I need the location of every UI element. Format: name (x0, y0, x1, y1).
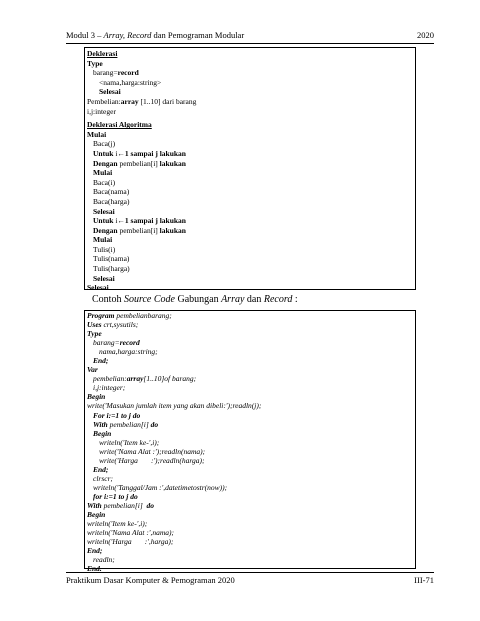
algorithm-token: pembelian[i] (117, 158, 160, 168)
source-code-line (87, 338, 261, 347)
algorithm-line (87, 149, 196, 159)
source-code-token: i:=1 (102, 491, 119, 501)
source-code (87, 311, 261, 573)
source-code-line: Begin (87, 392, 106, 402)
algorithm-line: Selesai (93, 273, 115, 283)
algorithm-token: lakukan (159, 225, 186, 235)
source-code-token: With (87, 500, 102, 510)
algorithm-line: Tulis(nama) (93, 254, 130, 264)
algorithm-line: Selesai (87, 283, 109, 293)
algorithm-line: Baca(nama) (93, 187, 130, 197)
source-code-token: With (93, 419, 108, 429)
algorithm-code (87, 49, 196, 293)
caption-middle: Gabungan (174, 294, 222, 305)
algorithm-token: pembelian[i] (117, 225, 160, 235)
source-code-token: to (118, 491, 125, 501)
source-code-line: write('Harga :');readln(harga); (99, 455, 205, 465)
algorithm-token: Untuk (93, 216, 114, 226)
source-code-line: writeln('Tanggal/Jam :',datetimetostr(now)); (93, 482, 228, 492)
source-code-line: write('Masukan jumlah item yang akan dibeli:');readln(j); (87, 401, 262, 411)
source-code-token: record (119, 338, 140, 348)
module-suffix: dan Pemograman Modular (151, 30, 245, 40)
source-code-line: Type (87, 329, 102, 339)
source-code-token: pembelian[i] (107, 419, 151, 429)
algorithm-token: [1..10] dari barang (138, 96, 197, 106)
source-code-line: Begin (93, 428, 112, 438)
algorithm-line (87, 159, 196, 169)
algorithm-token: Dengan (93, 225, 118, 235)
source-code-token: i:=1 (104, 410, 122, 420)
source-code-line (87, 492, 261, 501)
algorithm-token: barang= (93, 68, 118, 78)
source-code-token: for (93, 491, 103, 501)
caption-prefix: Contoh (92, 294, 124, 305)
source-code-line: writeln('Nama Alat :',nama); (87, 528, 175, 538)
algorithm-line (87, 68, 196, 78)
algorithm-line: Tulis(harga) (93, 264, 130, 274)
source-code-token: pembelian[i] (101, 500, 147, 510)
algorithm-token: Untuk (93, 148, 114, 158)
algorithm-token: Dengan (93, 158, 118, 168)
caption-italic-2: Array (221, 294, 245, 305)
source-code-token: j (126, 410, 133, 420)
algorithm-line (87, 216, 196, 226)
source-code-line: clrscr; (93, 473, 113, 483)
source-code-line: End; (87, 546, 103, 556)
source-code-line: End. (87, 564, 102, 574)
source-code-line (87, 420, 261, 429)
algorithm-token: i (113, 148, 118, 158)
algorithm-line: Baca(i) (93, 177, 116, 187)
algorithm-line: Mulai (93, 235, 113, 245)
algorithm-line (87, 226, 196, 236)
algorithm-line: Selesai (93, 206, 115, 216)
caption-and: dan (244, 294, 264, 305)
algorithm-line: Mulai (93, 168, 113, 178)
module-prefix: Modul 3 – (66, 30, 104, 40)
source-code-token: do (130, 491, 138, 501)
caption-suffix: : (292, 294, 298, 305)
source-code-line: write('Nama Alat :');readln(nama); (99, 446, 206, 456)
source-code-caption (92, 294, 298, 305)
source-code-line: writeln('Harga :',harga); (87, 537, 174, 547)
source-code-line (87, 374, 261, 383)
source-code-line: End; (93, 464, 109, 474)
algorithm-line: i,j:integer (87, 106, 116, 116)
source-code-token: [1..10]of barang; (143, 374, 197, 384)
algorithm-line: Tulis(i) (93, 244, 116, 254)
source-code-line (87, 311, 261, 320)
source-code-line: readln; (93, 555, 115, 565)
algorithm-token: lakukan (159, 158, 186, 168)
source-code-line: Begin (87, 510, 106, 520)
source-code-line: i,j:integer; (93, 383, 126, 393)
module-title (66, 30, 244, 40)
algorithm-line: Baca(harga) (93, 196, 130, 206)
source-code-line (87, 411, 261, 420)
algorithm-line: Deklerasi Algoritma (87, 120, 152, 130)
algorithm-line: Mulai (87, 129, 107, 139)
algorithm-line: Deklerasi (87, 49, 118, 58)
footer-course: Praktikum Dasar Komputer & Pemograman 2020 (66, 575, 235, 585)
algorithm-token: record (117, 68, 139, 78)
algorithm-token: i (113, 216, 118, 226)
algorithm-token: ←1 sampai j lakukan (117, 148, 186, 158)
page-number: III-71 (414, 575, 434, 585)
source-code-line: nama,harga:string; (99, 347, 158, 357)
algorithm-line (87, 97, 196, 107)
algorithm-line: <nama,harga:string> (99, 77, 162, 87)
source-code-token: For (93, 410, 105, 420)
algorithm-line: Baca(j) (93, 139, 116, 149)
header-year: 2020 (417, 30, 434, 40)
source-code-token: array (126, 374, 144, 384)
algorithm-token: Pembelian: (87, 96, 121, 106)
source-code-line (87, 320, 261, 329)
source-code-token: do (132, 410, 141, 420)
module-italic: Array, Record (103, 30, 152, 40)
algorithm-token: array (120, 96, 139, 106)
algorithm-line: Type (87, 58, 103, 68)
algorithm-line: Selesai (99, 87, 121, 97)
algorithm-token: ←1 sampai j lakukan (117, 216, 186, 226)
source-code-token: Uses (87, 320, 102, 330)
source-code-token: j (124, 491, 131, 501)
source-code-token: crt,sysutils; (101, 320, 139, 330)
source-code-line: writeln('Item ke-',i); (87, 519, 148, 529)
caption-italic-3: Record (263, 294, 293, 305)
source-code-token: do (146, 500, 155, 510)
source-code-token: do (150, 419, 159, 429)
source-code-token: pembelianbarang; (114, 311, 172, 320)
footer-divider (66, 572, 434, 573)
source-code-line: Var (87, 365, 98, 375)
header-divider (66, 43, 434, 44)
source-code-token: to (121, 410, 127, 420)
page-footer (66, 575, 434, 587)
page-header (66, 30, 434, 42)
source-code-token: barang= (93, 338, 120, 348)
source-code-token: pembelian: (93, 374, 127, 384)
source-code-line: End; (93, 356, 109, 366)
source-code-line: writeln('Item ke-',i); (99, 437, 160, 447)
caption-italic-1: Source Code (123, 294, 175, 305)
source-code-line (87, 501, 261, 510)
source-code-token: Program (87, 311, 115, 320)
